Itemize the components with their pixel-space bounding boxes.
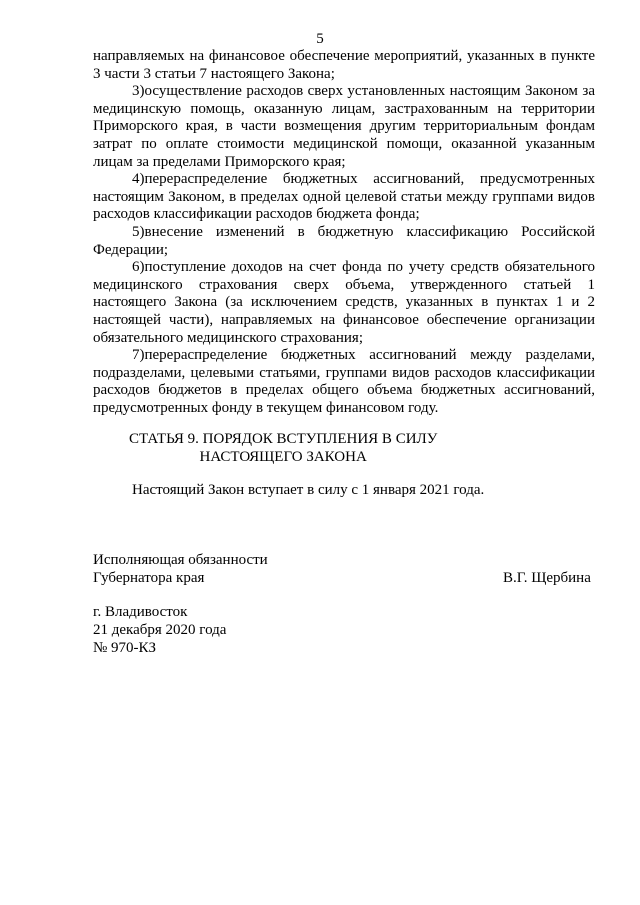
signatory-position-line1: Исполняющая обязанности <box>93 552 268 568</box>
signatory-position-line2: Губернатора края <box>93 570 205 586</box>
article-heading <box>129 430 437 466</box>
article-heading-line2: НАСТОЯЩЕГО ЗАКОНА <box>199 449 367 465</box>
signing-date: 21 декабря 2020 года <box>93 622 227 638</box>
law-number: № 970-КЗ <box>93 640 157 656</box>
signing-city: г. Владивосток <box>93 604 188 620</box>
list-item-6: 6)поступление доходов на счет фонда по учету средств обязательного медицинского страхования сверх объема, утвержденного статьей 1 настоящего Закона (за исключением средств, указанных в пунктах 1 и 2 настоящей части), направляемых на финансовое обеспечение организации обязательного медицинского страхования; <box>93 259 595 346</box>
list-item-4: 4)перераспределение бюджетных ассигнований, предусмотренных настоящим Законом, в пределах одной целевой статьи между группами видов расходов классификации расходов бюджета фонда; <box>93 171 595 223</box>
page-number: 5 <box>316 31 324 47</box>
list-item-7: 7)перераспределение бюджетных ассигнований между разделами, подразделами, целевыми статьями, группами видов расходов классификации расходов бюджетов в пределах общего объема бюджетных ассигнований, предусмотренных фонду в текущем финансовом году. <box>93 347 595 416</box>
article-text: Настоящий Закон вступает в силу с 1 января 2021 года. <box>132 482 485 498</box>
list-item-5: 5)внесение изменений в бюджетную классификацию Российской Федерации; <box>93 223 595 258</box>
signatory-name: В.Г. Щербина <box>503 570 591 586</box>
article-heading-line1: СТАТЬЯ 9. ПОРЯДОК ВСТУПЛЕНИЯ В СИЛУ <box>129 431 438 447</box>
law-text <box>93 48 595 417</box>
list-item-3: 3)осуществление расходов сверх установленных настоящим Законом за медицинскую помощь, оказанную лицам, застрахованным на территории Приморского края, в части возмещения другим территориальным фондам затрат по оплате стоимости медицинской помощи, оказанной указанным лицам за пределами Приморского края; <box>93 83 595 170</box>
paragraph-continuation: направляемых на финансовое обеспечение мероприятий, указанных в пункте 3 части 3 статьи 7 настоящего Закона; <box>93 48 595 82</box>
